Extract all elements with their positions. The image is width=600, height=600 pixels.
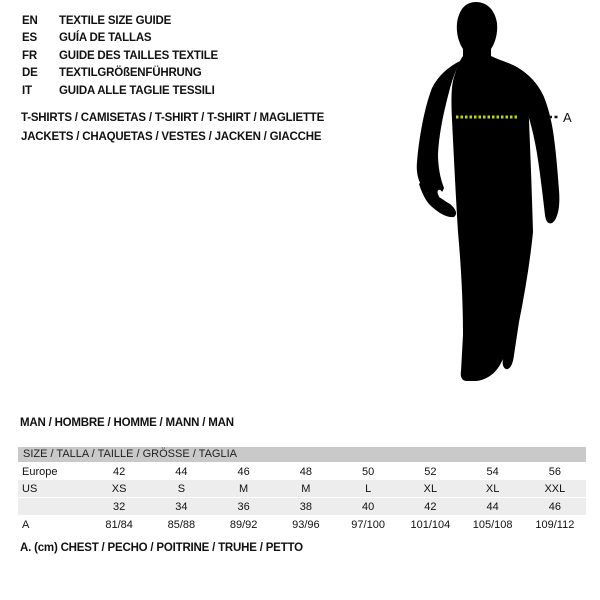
language-list [22, 13, 218, 100]
size-cell: S [177, 482, 186, 495]
table-row-europe [18, 463, 586, 480]
size-cell: XXL [544, 482, 566, 495]
row-label-us: US [22, 482, 38, 495]
category-tshirts: T-SHIRTS / CAMISETAS / T-SHIRT / T-SHIRT / MAGLIETTE [21, 112, 325, 124]
size-cell: 101/104 [410, 518, 451, 531]
size-cell: 44 [486, 500, 499, 513]
size-cell: 54 [486, 465, 499, 478]
language-row-de [22, 65, 218, 82]
size-table [18, 447, 586, 533]
size-cell: M [301, 482, 311, 495]
language-code: EN [22, 15, 38, 27]
language-text: GUIDA ALLE TAGLIE TESSILI [59, 84, 215, 97]
language-text: TEXTILE SIZE GUIDE [59, 15, 172, 27]
table-row-chest [18, 516, 586, 533]
silhouette-legs [458, 232, 533, 381]
size-cell: 52 [424, 465, 437, 478]
language-code: IT [22, 84, 32, 97]
language-row-fr [22, 48, 218, 65]
size-cell: XL [485, 482, 500, 495]
size-cell: XL [423, 482, 438, 495]
garment-categories [21, 109, 324, 146]
row-label-europe: Europe [22, 465, 58, 478]
language-code: DE [22, 67, 38, 80]
gender-heading: MAN / HOMBRE / HOMME / MANN / MAN [20, 417, 234, 429]
size-cell: 42 [424, 500, 437, 513]
size-cell: 85/88 [167, 518, 196, 531]
size-cell: 93/96 [292, 518, 320, 531]
size-cell: 40 [362, 500, 375, 513]
language-row-it [22, 83, 218, 100]
size-cell: 50 [362, 465, 375, 478]
size-cell: 56 [548, 465, 561, 478]
table-row-us [18, 480, 586, 498]
size-table-header: SIZE / TALLA / TAILLE / GRÖSSE / TAGLIA [18, 447, 586, 463]
size-cell: 97/100 [351, 518, 385, 531]
size-cell: 48 [299, 465, 312, 478]
language-code: ES [22, 32, 37, 45]
size-cell: XS [111, 482, 127, 495]
row-label-a: A [22, 518, 30, 531]
size-cell: 46 [237, 465, 250, 478]
size-cell: 38 [299, 500, 312, 513]
language-text: GUIDE DES TAILLES TEXTILE [59, 49, 218, 62]
size-cell: 44 [175, 465, 188, 478]
size-cell: 34 [175, 500, 188, 513]
size-cell: 32 [113, 500, 126, 513]
size-cell: M [239, 482, 249, 495]
size-cell: 36 [237, 500, 250, 513]
size-cell: L [365, 482, 372, 495]
size-cell: 46 [548, 500, 561, 513]
language-code: FR [22, 49, 37, 62]
category-jackets: JACKETS / CHAQUETAS / VESTES / JACKEN / GIACCHE [21, 130, 322, 143]
silhouette-head [457, 2, 497, 58]
size-cell: 81/84 [105, 518, 133, 531]
size-cell: 109/112 [535, 518, 575, 531]
size-cell: 105/108 [472, 518, 513, 531]
size-cell: 42 [113, 465, 126, 478]
man-figure [410, 0, 575, 395]
measure-label-a: A [563, 110, 572, 125]
language-row-en [22, 13, 218, 30]
language-text: TEXTILGRÖßENFÜHRUNG [59, 67, 202, 80]
table-row-us-numeric [18, 498, 586, 516]
size-cell: 89/92 [229, 518, 258, 531]
language-row-es [22, 30, 218, 47]
man-silhouette-svg [410, 0, 575, 395]
language-text: GUÍA DE TALLAS [59, 32, 152, 45]
measurement-footnote: A. (cm) CHEST / PECHO / POITRINE / TRUHE / PETTO [20, 542, 303, 554]
